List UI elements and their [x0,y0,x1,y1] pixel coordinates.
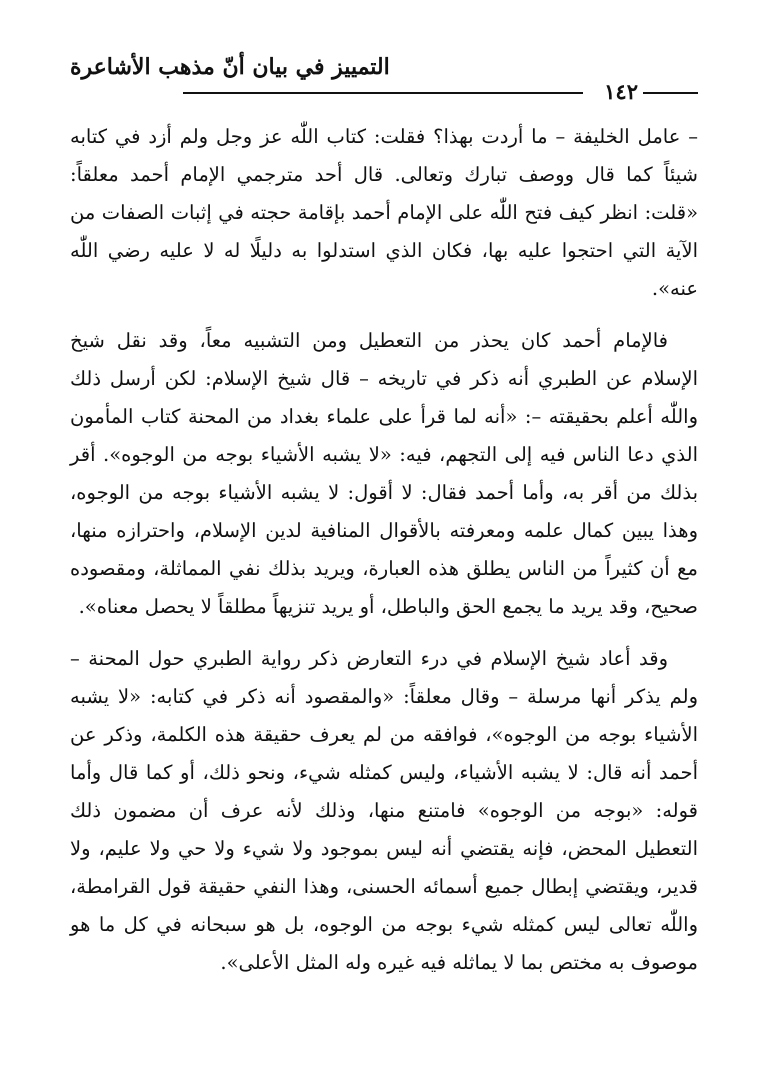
paragraph-1: – عامل الخليفة – ما أردت بهذا؟ فقلت: كتاب اللّٰه عز وجل ولم أزد في كتابه شيئاً كما قال ووصف تبارك وتعالى. قال أحد مترجمي الإمام أحمد معلقاً: «قلت: انظر كيف فتح اللّٰه على الإمام أحمد بإقامة حجته في إثبات الصفات من الآية التي احتجوا عليه بها، فكان الذي استدلوا به دليلًا له لا عليه رضي اللّٰه عنه». [70,125,698,300]
paragraph-3: وقد أعاد شيخ الإسلام في درء التعارض ذكر رواية الطبري حول المحنة – ولم يذكر أنها مرسلة – وقال معلقاً: «والمقصود أنه ذكر في كتابه: «لا يشبه الأشياء بوجه من الوجوه»، فوافقه من لم يعرف حقيقة هذه الكلمة، وذكر عن أحمد أنه قال: لا يشبه الأشياء، وليس كمثله شيء، ونحو ذلك، أو كما قال وأما قوله: «بوجه من الوجوه» فامتنع منها، وذلك لأنه عرف أن مضمون ذلك التعطيل المحض، فإنه يقتضي أنه ليس بموجود ولا شيء ولا حي ولا عليم، ولا قدير، ويقتضي إبطال جميع أسمائه الحسنى، وهذا النفي حقيقة قول القرامطة، واللّٰه تعالى ليس كمثله شيء بوجه من الوجوه، بل هو سبحانه في كل ما هو موصوف به مختص بما لا يماثله فيه غيره وله المثل الأعلى». [70,647,698,974]
paragraph-2: فالإمام أحمد كان يحذر من التعطيل ومن التشبيه معاً، وقد نقل شيخ الإسلام عن الطبري أنه ذكر في تاريخه – قال شيخ الإسلام: لكن أرسل ذلك واللّٰه أعلم بحقيقته –: «أنه لما قرأ على علماء بغداد من المحنة كتاب المأمون الذي دعا الناس فيه إلى التجهم، فيه: «لا يشبه الأشياء بوجه من الوجوه». أقر بذلك من أقر به، وأما أحمد فقال: لا أقول: لا يشبه الأشياء بوجه من الوجوه، وهذا يبين كمال علمه ومعرفته بالأقوال المنافية لدين الإسلام، واحترازه منها، مع أن كثيراً من الناس يطلق هذه العبارة، ويريد بذلك نفي المماثلة، ومقصوده صحيح، وقد يريد ما يجمع الحق والباطل، أو يريد تنزيهاً مطلقاً لا يحصل معناه». [70,329,698,618]
running-title: التمييز في بيان أنّ مذهب الأشاعرة [70,54,390,80]
header-rule-short [643,92,698,94]
body-text [70,118,698,982]
page-header [70,52,698,104]
header-rule [183,92,583,94]
page-number: ١٤٢ [604,79,638,104]
